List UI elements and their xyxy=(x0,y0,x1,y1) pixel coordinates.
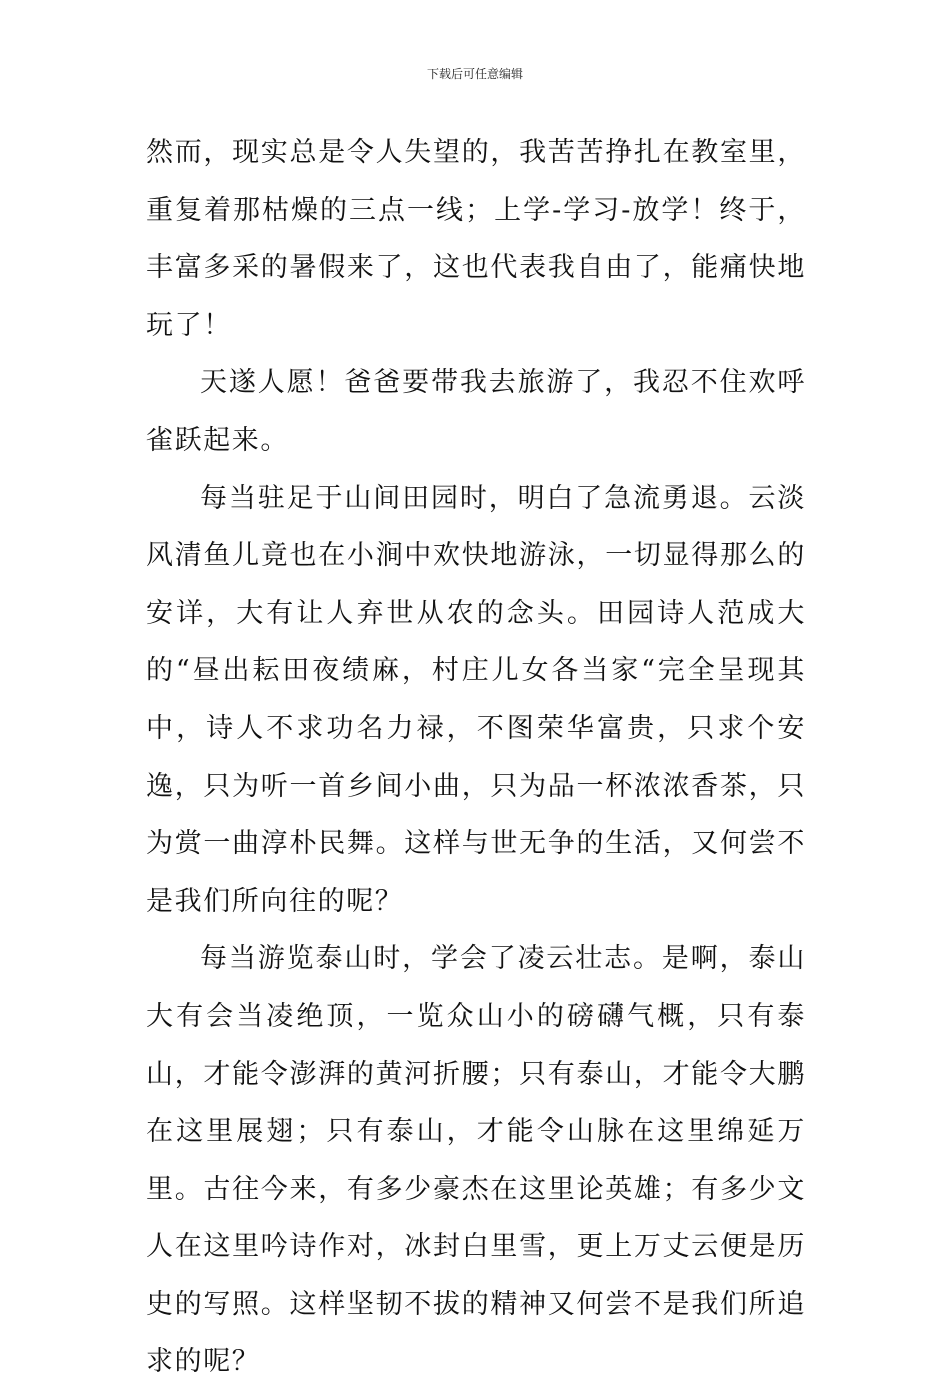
paragraph-2: 天遂人愿！爸爸要带我去旅游了，我忍不住欢呼雀跃起来。 xyxy=(146,367,806,456)
paragraph-1: 然而，现实总是令人失望的，我苦苦挣扎在教室里，重复着那枯燥的三点一线；上学-学习-放学！终于，丰富多采的暑假来了，这也代表我自由了，能痛快地玩了！ xyxy=(146,137,806,341)
paragraph-4: 每当游览泰山时，学会了凌云壮志。是啊，泰山大有会当凌绝顶，一览众山小的磅礴气概，只有泰山，才能令澎湃的黄河折腰；只有泰山，才能令大鹏在这里展翅；只有泰山，才能令山脉在这里绵延万里。古往今来，有多少豪杰在这里论英雄；有多少文人在这里吟诗作对，冰封白里雪，更上万丈云便是历史的写照。这样坚韧不拔的精神又何尝不是我们所追求的呢？ xyxy=(146,943,806,1378)
paragraph-3: 每当驻足于山间田园时，明白了急流勇退。云淡风清鱼儿竟也在小涧中欢快地游泳，一切显得那么的安详，大有让人弃世从农的念头。田园诗人范成大的“昼出耘田夜绩麻，村庄儿女各当家“完全呈现其中，诗人不求功名力禄，不图荣华富贵，只求个安逸，只为听一首乡间小曲，只为品一杯浓浓香茶，只为赏一曲淳朴民舞。这样与世无争的生活，又何尝不是我们所向往的呢？ xyxy=(146,482,806,917)
page-header: 下载后可任意编辑 xyxy=(426,67,523,81)
document-body xyxy=(146,124,806,1391)
